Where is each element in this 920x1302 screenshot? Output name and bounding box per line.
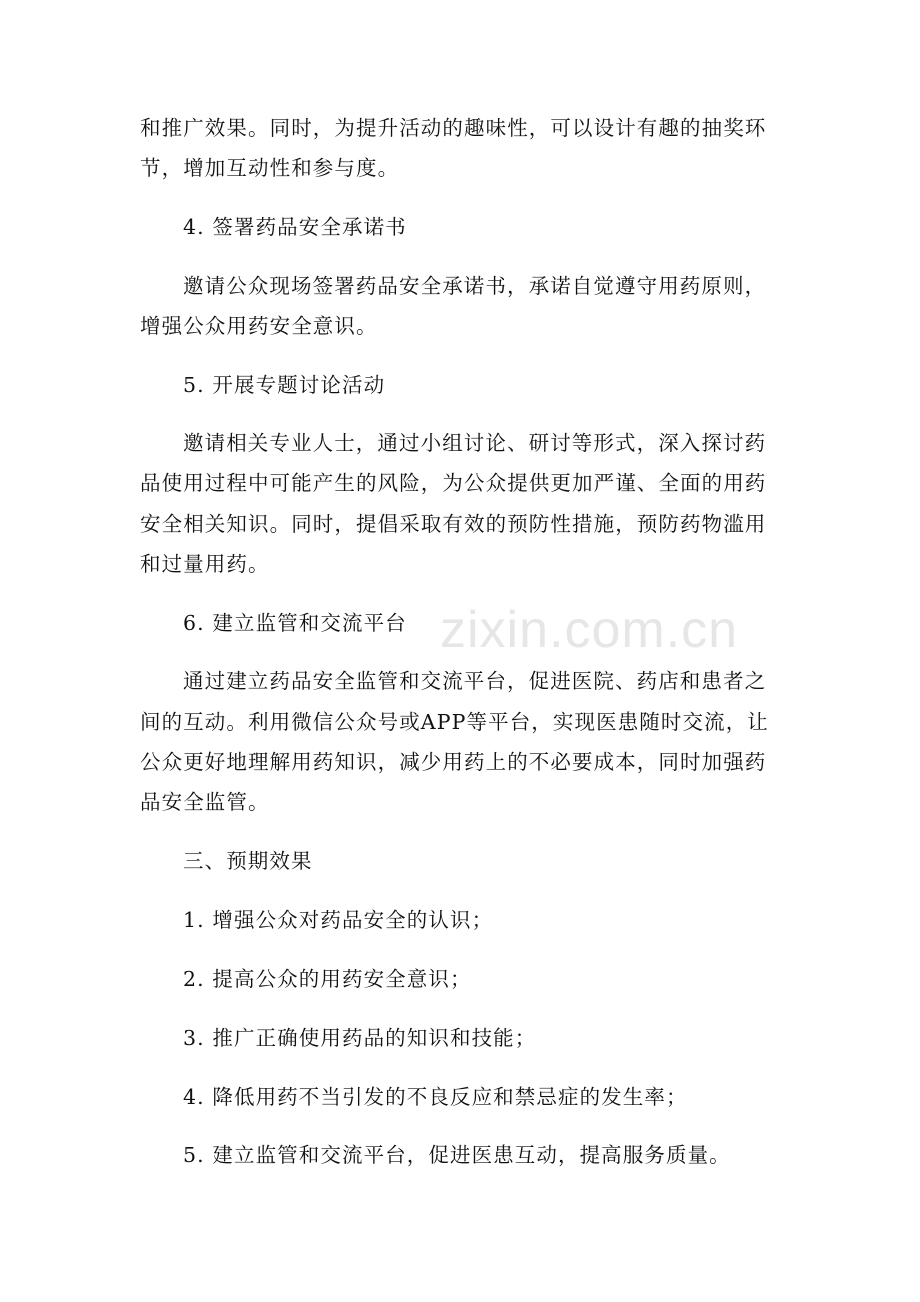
paragraph-line: 和过量用药。	[140, 552, 270, 576]
paragraph-line: 邀请相关专业人士，通过小组讨论、研讨等形式，深入探讨药	[183, 431, 767, 455]
list-item: 4. 降低用药不当引发的不良反应和禁忌症的发生率；	[183, 1085, 688, 1109]
paragraph-line: 增强公众用药安全意识。	[140, 314, 378, 338]
section-heading: 4. 签署药品安全承诺书	[183, 215, 407, 239]
chapter-heading: 三、预期效果	[183, 849, 313, 873]
section-heading: 5. 开展专题讨论活动	[183, 373, 386, 397]
list-item: 5. 建立监管和交流平台，促进医患互动，提高服务质量。	[183, 1143, 731, 1167]
paragraph-line: 安全相关知识。同时，提倡采取有效的预防性措施，预防药物滥用	[140, 512, 767, 536]
section-heading: 6. 建立监管和交流平台	[183, 611, 407, 635]
paragraph-line: 通过建立药品安全监管和交流平台，促进医院、药店和患者之	[183, 669, 767, 693]
list-item: 3. 推广正确使用药品的知识和技能；	[183, 1026, 537, 1050]
list-item: 1. 增强公众对药品安全的认识；	[183, 908, 494, 932]
paragraph-line: 公众更好地理解用药知识，减少用药上的不必要成本，同时加强药	[140, 750, 767, 774]
paragraph-line: 间的互动。利用微信公众号或APP等平台，实现医患随时交流，让	[140, 710, 769, 734]
paragraph-line: 邀请公众现场签署药品安全承诺书，承诺自觉遵守用药原则，	[183, 274, 767, 298]
watermark: zixin.com.cn	[440, 601, 739, 659]
paragraph-line: 品安全监管。	[140, 790, 270, 814]
paragraph-line: 品使用过程中可能产生的风险，为公众提供更加严谨、全面的用药	[140, 471, 767, 495]
paragraph-line: 和推广效果。同时，为提升活动的趣味性，可以设计有趣的抽奖环	[140, 116, 767, 140]
paragraph-line: 节，增加互动性和参与度。	[140, 156, 400, 180]
list-item: 2. 提高公众的用药安全意识；	[183, 967, 472, 991]
